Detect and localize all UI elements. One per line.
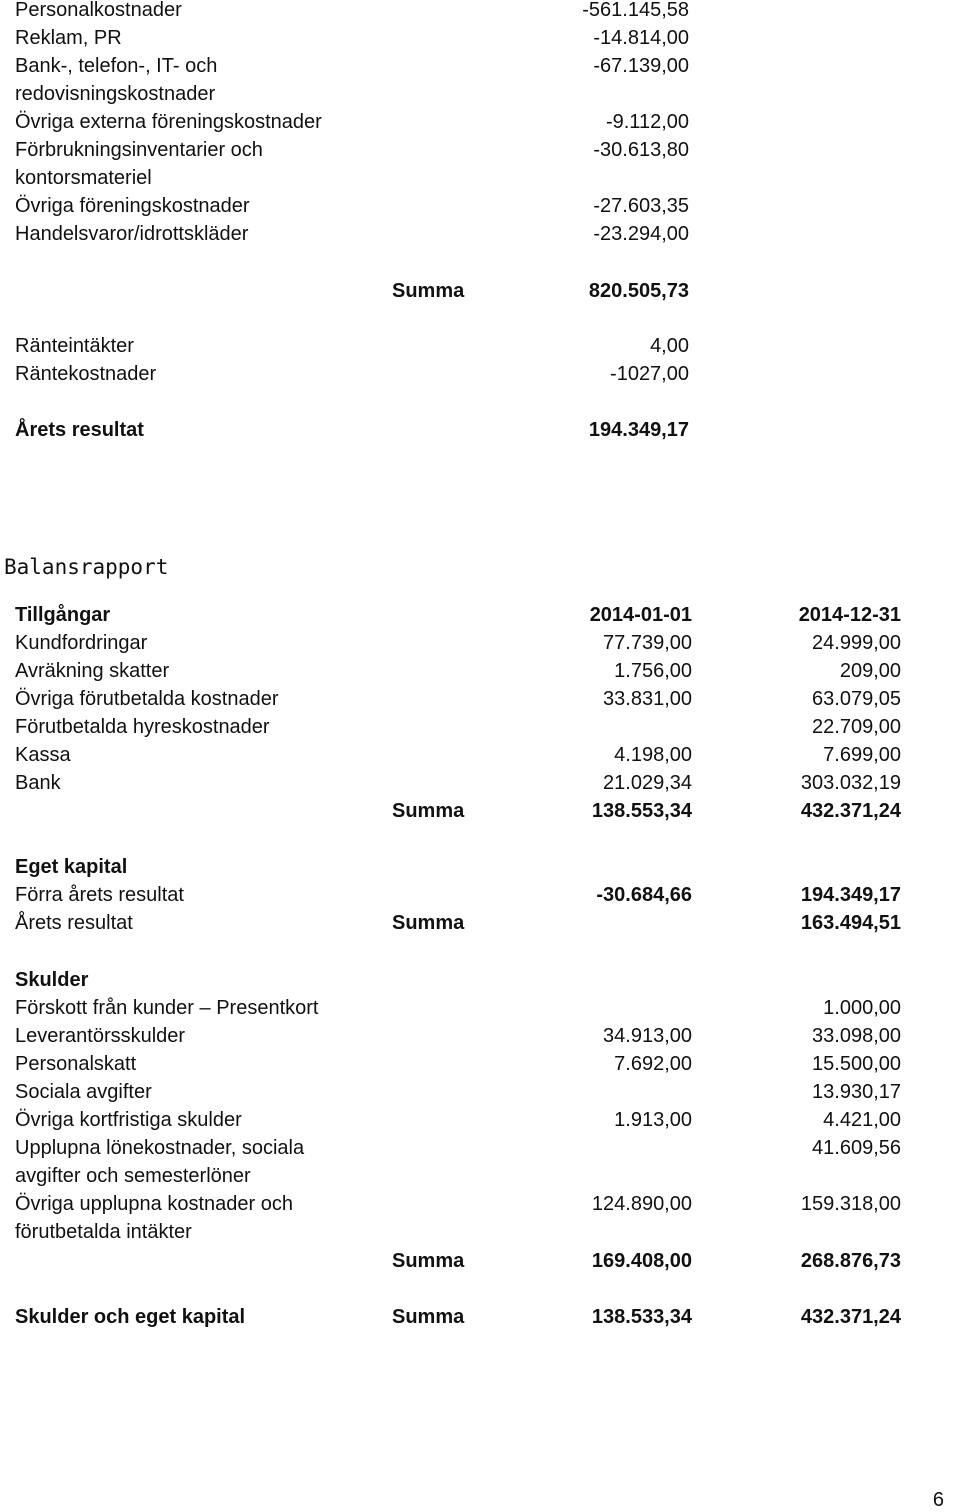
income-row-bank-accounting-continued — [0, 80, 960, 108]
start-value: 4.198,00 — [614, 744, 692, 766]
income-row-equipment-continued — [0, 164, 960, 192]
start-value: -30.684,66 — [596, 884, 692, 906]
interest-expense-label: Räntekostnader — [15, 363, 157, 385]
balance-label-line: förutbetalda intäkter — [15, 1221, 192, 1243]
equity-sum-label: Summa — [392, 912, 465, 934]
balance-label: Leverantörsskulder — [15, 1025, 186, 1047]
balance-label-line: Upplupna lönekostnader, sociala — [15, 1137, 305, 1159]
assets-row-cash — [0, 741, 960, 769]
balance-label: Kundfordringar — [15, 632, 148, 654]
assets-row-prepaid-rent — [0, 713, 960, 741]
balance-label: Förutbetalda hyreskostnader — [15, 716, 270, 738]
assets-heading: Tillgångar — [15, 604, 111, 626]
total-start-value: 138.533,34 — [591, 1306, 692, 1328]
date-column-end: 2014-12-31 — [798, 604, 901, 626]
start-value: 34.913,00 — [603, 1025, 692, 1047]
total-end-value: 432.371,24 — [800, 1306, 901, 1328]
assets-sum-row — [0, 797, 960, 825]
income-label: Övriga föreningskostnader — [15, 195, 250, 217]
date-column-start: 2014-01-01 — [589, 604, 692, 626]
assets-sum-end: 432.371,24 — [800, 800, 901, 822]
end-value: 33.098,00 — [812, 1025, 901, 1047]
start-value: 1.913,00 — [614, 1109, 692, 1131]
balance-label: Förra årets resultat — [15, 884, 184, 906]
assets-row-tax-settlement — [0, 657, 960, 685]
income-sum-row — [0, 277, 960, 305]
interest-income-value: 4,00 — [650, 335, 689, 357]
end-value: 15.500,00 — [812, 1053, 901, 1075]
equity-row-previous-result — [0, 881, 960, 909]
income-value: -9.112,00 — [605, 111, 689, 133]
income-value: -561.145,58 — [582, 0, 689, 21]
income-label-line: Förbrukningsinventarier och — [15, 139, 263, 161]
end-value: 63.079,05 — [812, 688, 901, 710]
income-value: -30.613,80 — [593, 139, 689, 161]
assets-sum-start: 138.553,34 — [591, 800, 692, 822]
annual-result-row — [0, 416, 960, 444]
liabilities-row-suppliers — [0, 1022, 960, 1050]
assets-row-prepaid-costs — [0, 685, 960, 713]
end-value: 7.699,00 — [823, 744, 901, 766]
total-liabilities-equity-row — [0, 1303, 960, 1331]
balance-label: Bank — [15, 772, 61, 794]
interest-income-row — [0, 332, 960, 360]
balance-label: Förskott från kunder – Presentkort — [15, 997, 319, 1019]
liabilities-row-social-fees — [0, 1078, 960, 1106]
income-row-personnel — [0, 0, 960, 24]
interest-income-label: Ränteintäkter — [15, 335, 134, 357]
interest-expense-value: -1027,00 — [610, 363, 689, 385]
liabilities-sum-row — [0, 1247, 960, 1275]
equity-heading: Eget kapital — [15, 856, 128, 878]
balance-label: Övriga förutbetalda kostnader — [15, 688, 279, 710]
interest-expense-row — [0, 360, 960, 388]
balance-label: Övriga kortfristiga skulder — [15, 1109, 242, 1131]
balance-label-line: Övriga upplupna kostnader och — [15, 1193, 293, 1215]
start-value: 7.692,00 — [614, 1053, 692, 1075]
income-row-advertising — [0, 24, 960, 52]
balance-label: Avräkning skatter — [15, 660, 170, 682]
end-value: 4.421,00 — [823, 1109, 901, 1131]
liabilities-sum-end: 268.876,73 — [800, 1250, 901, 1272]
income-row-merchandise — [0, 220, 960, 248]
liabilities-header-row — [0, 966, 960, 994]
income-value: -67.139,00 — [593, 55, 689, 77]
balance-report-title: Balansrapport — [4, 555, 169, 579]
liabilities-sum-start: 169.408,00 — [591, 1250, 692, 1272]
liabilities-row-accrued-wages-continued — [0, 1162, 960, 1190]
balance-label: Sociala avgifter — [15, 1081, 152, 1103]
income-label-line: kontorsmateriel — [15, 167, 152, 189]
income-label: Övriga externa föreningskostnader — [15, 111, 322, 133]
end-value: 24.999,00 — [812, 632, 901, 654]
assets-header-row — [0, 601, 960, 629]
income-sum-label: Summa — [392, 280, 465, 302]
end-value: 13.930,17 — [812, 1081, 901, 1103]
income-label: Reklam, PR — [15, 27, 122, 49]
end-value: 159.318,00 — [800, 1193, 901, 1215]
liabilities-row-gift-cards — [0, 994, 960, 1022]
end-value: 22.709,00 — [812, 716, 901, 738]
income-value: -23.294,00 — [593, 223, 689, 245]
income-row-equipment — [0, 136, 960, 164]
income-value: -14.814,00 — [593, 27, 689, 49]
end-value: 209,00 — [839, 660, 901, 682]
assets-sum-label: Summa — [392, 800, 465, 822]
end-value: 1.000,00 — [823, 997, 901, 1019]
liabilities-sum-label: Summa — [392, 1250, 465, 1272]
income-label-line: redovisningskostnader — [15, 83, 216, 105]
equity-result-label: Årets resultat — [15, 912, 133, 934]
liabilities-heading: Skulder — [15, 969, 89, 991]
balance-label-line: avgifter och semesterlöner — [15, 1165, 251, 1187]
liabilities-row-other-short-term — [0, 1106, 960, 1134]
start-value: 124.890,00 — [591, 1193, 692, 1215]
income-sum-value: 820.505,73 — [588, 280, 689, 302]
assets-row-receivables — [0, 629, 960, 657]
end-value: 41.609,56 — [812, 1137, 901, 1159]
income-row-association-costs — [0, 192, 960, 220]
start-value: 21.029,34 — [603, 772, 692, 794]
start-value: 77.739,00 — [603, 632, 692, 654]
income-value: -27.603,35 — [593, 195, 689, 217]
annual-result-label: Årets resultat — [15, 419, 144, 441]
page-number: 6 — [932, 1489, 944, 1511]
start-value: 1.756,00 — [614, 660, 692, 682]
equity-sum-row — [0, 909, 960, 937]
start-value: 33.831,00 — [603, 688, 692, 710]
liabilities-row-accrued-wages — [0, 1134, 960, 1162]
liabilities-row-accrued-costs-continued — [0, 1218, 960, 1246]
total-liabilities-equity-label: Skulder och eget kapital — [15, 1306, 246, 1328]
annual-result-value: 194.349,17 — [588, 419, 689, 441]
assets-row-bank — [0, 769, 960, 797]
balance-label: Kassa — [15, 744, 71, 766]
income-label-line: Bank-, telefon-, IT- och — [15, 55, 218, 77]
equity-sum-end: 163.494,51 — [800, 912, 901, 934]
income-row-bank-accounting — [0, 52, 960, 80]
end-value: 303.032,19 — [800, 772, 901, 794]
balance-label: Personalskatt — [15, 1053, 137, 1075]
end-value: 194.349,17 — [800, 884, 901, 906]
income-label: Handelsvaror/idrottskläder — [15, 223, 249, 245]
total-sum-label: Summa — [392, 1306, 465, 1328]
liabilities-row-accrued-costs — [0, 1190, 960, 1218]
income-label: Personalkostnader — [15, 0, 182, 21]
liabilities-row-payroll-tax — [0, 1050, 960, 1078]
equity-header-row — [0, 853, 960, 881]
income-row-external-association-costs — [0, 108, 960, 136]
